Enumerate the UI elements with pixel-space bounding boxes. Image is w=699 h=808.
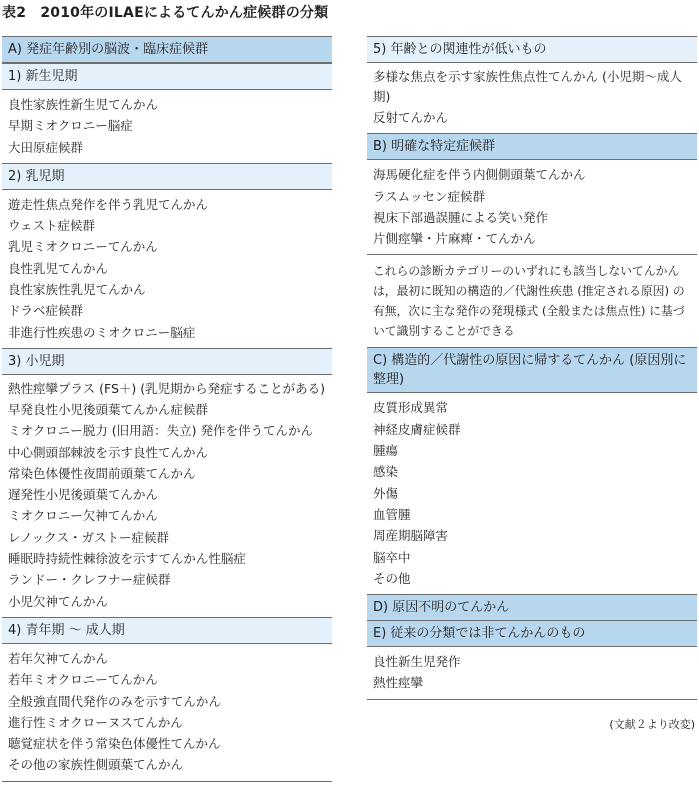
list-item: 片側痙攣・片麻痺・てんかん: [373, 231, 536, 247]
list-item: 睡眠時持続性棘徐波を示すてんかん性脳症: [8, 551, 246, 567]
list-item: 進行性ミオクローヌスてんかん: [8, 714, 183, 730]
list-item: 若年ミオクロニーてんかん: [8, 672, 158, 688]
list-item: 若年欠神てんかん: [8, 650, 109, 666]
list-item: 大田原症候群: [8, 139, 84, 155]
group-2-list: [2, 190, 332, 348]
group-4-list: [2, 644, 332, 781]
list-item: その他: [373, 570, 411, 586]
list-item: 遊走性焦点発作を伴う乳児てんかん: [8, 196, 209, 212]
section-c-heading: C) 構造的／代謝性の原因に帰するてんかん (原因別に整理): [367, 347, 697, 393]
group-3-heading: 3) 小児期: [2, 348, 332, 375]
list-item: 腫瘍: [373, 443, 399, 459]
list-item: 周産期脳障害: [373, 528, 449, 544]
list-item: 良性新生児発作: [373, 654, 461, 670]
group-2-heading: 2) 乳児期: [2, 163, 332, 190]
group-3-list: [2, 375, 332, 617]
list-item: 遅発性小児後頭葉てんかん: [8, 487, 159, 503]
list-item: 常染色体優性夜間前頭葉てんかん: [8, 465, 196, 481]
list-item: ミオクロニー脱力 (旧用語：失立) 発作を伴うてんかん: [8, 423, 313, 439]
list-item: 非進行性疾患のミオクロニー脳症: [8, 324, 196, 340]
list-item: 感染: [373, 464, 399, 480]
section-b-list: [367, 160, 697, 254]
list-item: 中心側頭部棘波を示す良性てんかん: [8, 444, 209, 460]
list-item: 良性乳児てんかん: [8, 260, 109, 276]
table-bottom-rule: [367, 699, 697, 700]
section-e-list: [367, 647, 697, 699]
section-e-heading: E) 従来の分類では非てんかんのもの: [367, 621, 697, 647]
list-item: 熱性痙攣: [373, 675, 424, 691]
group-1-list: [2, 90, 332, 163]
list-item: 早期ミオクロニー脳症: [8, 118, 133, 134]
list-item: 海馬硬化症を伴う内側側頭葉てんかん: [373, 167, 586, 183]
section-a-heading: A) 発症年齢別の脳波・臨床症候群: [2, 36, 332, 63]
list-item: 多様な焦点を示す家族性焦点性てんかん (小児期〜成人期): [373, 69, 682, 104]
list-item: 良性家族性乳児てんかん: [8, 282, 146, 298]
list-item: 全般強直間代発作のみを示すてんかん: [8, 693, 221, 709]
list-item: ランドー・クレフナー症候群: [8, 572, 171, 588]
list-item: 血管腫: [373, 506, 411, 522]
list-item: ウェスト症候群: [8, 218, 96, 234]
list-item: 神経皮膚症候群: [373, 421, 461, 437]
table-bottom-rule: [2, 781, 332, 782]
list-item: 早発良性小児後頭葉てんかん症候群: [8, 401, 209, 417]
list-item: 良性家族性新生児てんかん: [8, 97, 159, 112]
group-5-heading: 5) 年齢との関連性が低いもの: [367, 36, 697, 63]
list-item: 視床下部過誤腫による笑い発作: [373, 209, 549, 225]
table-title: 表2 2010年のILAEによるてんかん症候群の分類: [2, 5, 329, 21]
list-item: 外傷: [373, 485, 399, 501]
list-item: その他の家族性側頭葉てんかん: [8, 757, 184, 773]
list-item: ラスムッセン症候群: [373, 188, 486, 204]
list-item: 脳卒中: [373, 549, 411, 565]
list-item: ドラベ症候群: [8, 303, 84, 319]
list-item: ミオクロニー欠神てんかん: [8, 508, 158, 524]
list-item: 小児欠神てんかん: [8, 593, 109, 609]
list-item: 反射てんかん: [373, 110, 449, 125]
section-b-heading: B) 明確な特定症候群: [367, 133, 697, 160]
right-column: [367, 36, 697, 700]
list-item: 聴覚症状を伴う常染色体優性てんかん: [8, 736, 221, 752]
group-4-heading: 4) 青年期 〜 成人期: [2, 617, 332, 644]
list-item: レノックス・ガストー症候群: [8, 529, 170, 545]
list-item: 乳児ミオクロニーてんかん: [8, 239, 158, 255]
group-1-heading: 1) 新生児期: [2, 63, 332, 90]
source-note: (文献２より改変): [609, 718, 695, 731]
classification-note-paragraph: これらの診断カテゴリーのいずれにも該当しないてんかんは，最初に既知の構造的／代謝性疾患 (推定される原因) の有無，次に主な発作の発現様式 (全般または焦点性) に基づいて識別することができる: [367, 254, 697, 347]
left-column: [2, 36, 332, 782]
section-c-list: [367, 393, 697, 594]
list-item: 皮質形成異常: [373, 400, 449, 416]
section-d-heading: D) 原因不明のてんかん: [367, 594, 697, 621]
list-item: 熱性痙攣プラス (FS＋) (乳児期から発症することがある): [8, 380, 325, 396]
group-5-list: [367, 63, 697, 133]
